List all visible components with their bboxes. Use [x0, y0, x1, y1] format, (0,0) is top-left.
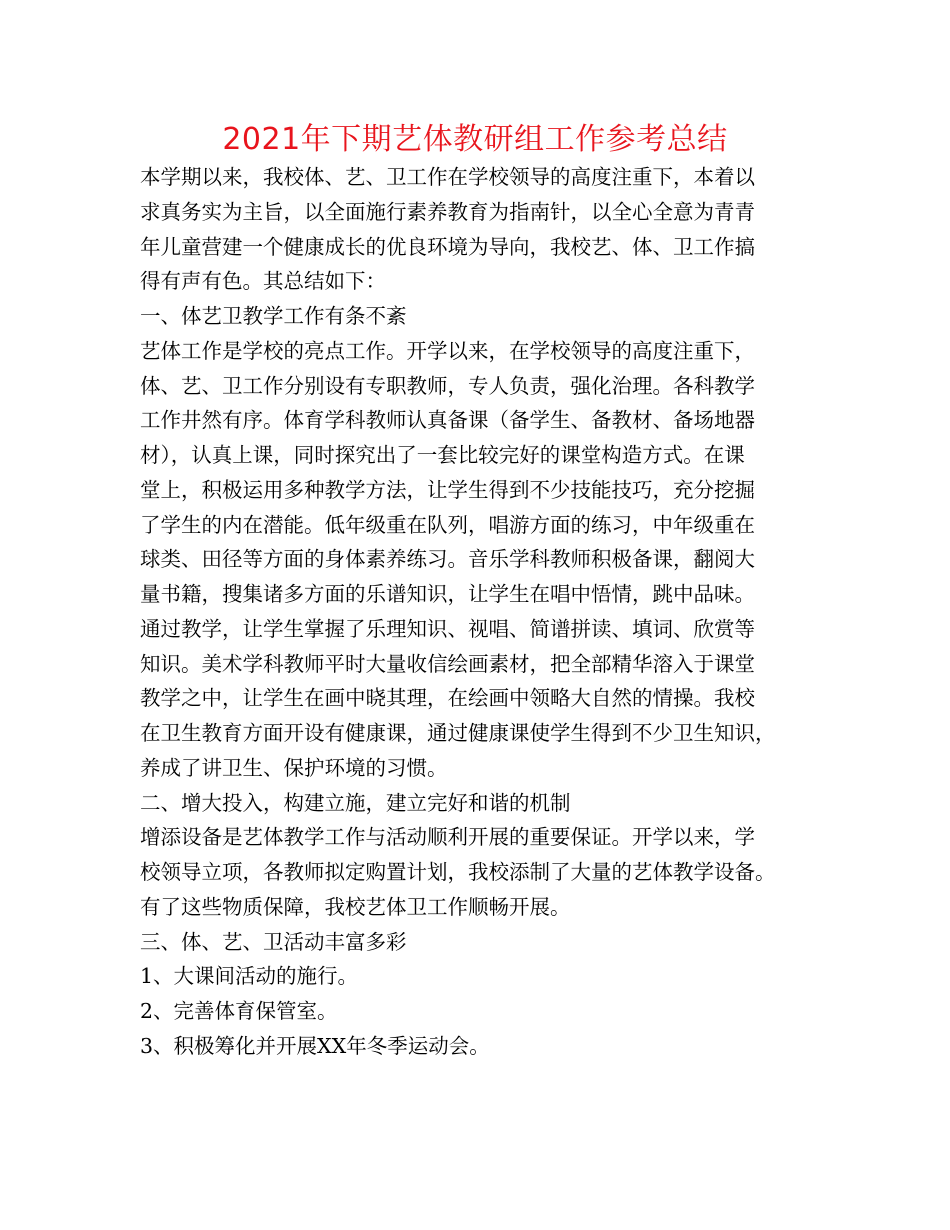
paragraph-line: 知识。美术学科教师平时大量收信绘画素材，把全部精华溶入于课堂	[140, 651, 755, 676]
list-item: 2、完善体育保管室。	[140, 999, 338, 1023]
paragraph-line: 增添设备是艺体教学工作与活动顺利开展的重要保证。开学以来，学	[140, 825, 755, 850]
paragraph-line: 教学之中，让学生在画中晓其理，在绘画中领略大自然的情操。我校	[140, 686, 755, 711]
paragraph-line: 量书籍，搜集诸多方面的乐谱知识，让学生在唱中悟情，跳中品味。	[140, 582, 755, 606]
paragraph-line: 球类、田径等方面的身体素养练习。音乐学科教师积极备课，翻阅大	[140, 547, 755, 572]
paragraph-line: 校领导立项，各教师拟定购置计划，我校添制了大量的艺体教学设备。	[140, 860, 776, 884]
list-item: 1、大课间活动的施行。	[140, 964, 359, 989]
paragraph-line: 得有声有色。其总结如下：	[140, 269, 386, 294]
paragraph-line: 本学期以来，我校体、艺、卫工作在学校领导的高度注重下，本着以	[140, 165, 755, 189]
list-item: 3、积极筹化并开展XX年冬季运动会。	[140, 1033, 490, 1058]
document-body	[140, 160, 830, 1064]
paragraph-line: 材），认真上课，同时探究出了一套比较完好的课堂构造方式。在课	[140, 443, 745, 467]
paragraph-line: 求真务实为主旨，以全面施行素养教育为指南针，以全心全意为青青	[140, 199, 755, 224]
paragraph-line: 工作井然有序。体育学科教师认真备课（备学生、备教材、备场地器	[140, 408, 755, 433]
paragraph-line: 艺体工作是学校的亮点工作。开学以来，在学校领导的高度注重下，	[140, 338, 755, 363]
paragraph-line: 堂上，积极运用多种教学方法，让学生得到不少技能技巧，充分挖掘	[140, 477, 755, 502]
paragraph-line: 有了这些物质保障，我校艺体卫工作顺畅开展。	[140, 894, 571, 919]
paragraph-line: 养成了讲卫生、保护环境的习惯。	[140, 755, 448, 780]
paragraph-line: 在卫生教育方面开设有健康课，通过健康课使学生得到不少卫生知识，	[140, 721, 776, 745]
section-heading: 一、体艺卫教学工作有条不紊	[140, 304, 407, 328]
paragraph-line: 体、艺、卫工作分别设有专职教师，专人负责，强化治理。各科教学	[140, 373, 755, 398]
paragraph-line: 年儿童营建一个健康成长的优良环境为导向，我校艺、体、卫工作搞	[140, 234, 755, 259]
paragraph-line: 了学生的内在潜能。低年级重在队列，唱游方面的练习，中年级重在	[140, 512, 755, 537]
section-heading: 三、体、艺、卫活动丰富多彩	[140, 929, 407, 954]
section-heading: 二、增大投入，构建立施，建立完好和谐的机制	[140, 790, 571, 815]
document-title: 2021年下期艺体教研组工作参考总结	[222, 122, 728, 157]
paragraph-line: 通过教学，让学生掌握了乐理知识、视唱、简谱拼读、填词、欣赏等	[140, 616, 755, 641]
